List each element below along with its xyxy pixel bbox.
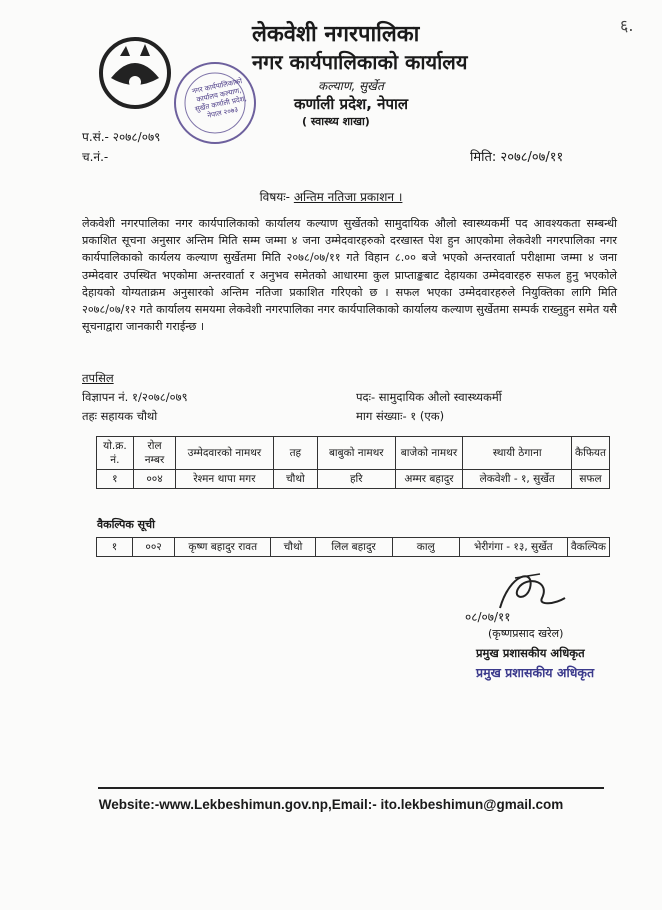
cell-serial: १ <box>97 538 133 557</box>
cell-roll: ००२ <box>132 538 174 557</box>
cell-name: रेश्मन थापा मगर <box>176 470 273 489</box>
subject-label: विषयः- <box>259 190 291 204</box>
table-header: रोल नम्बर <box>133 437 175 470</box>
footer-contact: Website:-www.Lekbeshimun.gov.np,Email:- ito.lekbeshimun@gmail.com <box>98 797 564 812</box>
office-name: नगर कार्यपालिकाको कार्यालय <box>252 50 468 74</box>
office-location: कल्याण, सुर्खेत <box>318 79 384 93</box>
subject-text: अन्तिम नतिजा प्रकाशन । <box>293 190 403 204</box>
table-header: यो.क्र. नं. <box>97 437 134 470</box>
cell-grandfather: कालु <box>392 538 459 557</box>
post-text: पदः- सामुदायिक औलो स्वास्थ्यकर्मी <box>356 390 502 404</box>
details-heading: तपसिल <box>82 371 114 385</box>
municipality-name: लेकवेशी नगरपालिका <box>252 22 420 47</box>
cell-serial: १ <box>97 470 134 489</box>
result-table <box>96 436 610 489</box>
body-paragraph: लेकवेशी नगरपालिका नगर कार्यपालिकाको कार्यालय कल्याण सुर्खेतको सामुदायिक औलो स्वास्थ्यकर्मी पद आवश्यकता सम्बन्धी प्रकाशित सूचना अनुसार अन्तिम मिति सम्म जम्मा ४ जना उम्मेदवारहरुको दरखास्त पेश हुन आएकोमा लेकवेशी नगरपालिका नगर कार्यपालिकाको कार्यलय कल्याण सुर्खेतमा मिति २०७८/०७/११ गते विहान ८.०० बजे भएको अन्तरवार्ता परीक्षामा जम्मा ४ जना उम्मेदवार उपस्थित भएकोमा अन्तरवार्ता र अनुभव समेतको आधारमा कुल प्राप्ताङ्कबाट देहायका उम्मेदवारहरु सफल हुनु भएकोले देहायको योग्यताक्रम अनुसारको अन्तिम नतिजा प्रकाशित गरिएको छ । सफल भएका उम्मेदवारहरुले नियुक्तिका लागि मिति २०७८/०७/१२ गते कार्यालय समयमा लेकवेशी नगरपालिका नगर कार्यपालिकाको कार्यालय कल्याण सुर्खेतमा सम्पर्क राख्नुहुन समेत यसै सूचनाद्वारा जानकारी गराईन्छ । <box>82 217 617 334</box>
province-name: कर्णाली प्रदेश, नेपाल <box>294 95 409 113</box>
cell-level: चौथो <box>271 538 315 557</box>
cell-grandfather: अम्मर बहादुर <box>395 470 463 489</box>
cell-level: चौथो <box>273 470 317 489</box>
emblem-logo <box>96 34 174 112</box>
alternate-list-heading: वैकल्पिक सूची <box>97 518 155 531</box>
table-header-row <box>97 437 610 470</box>
notice-number: विज्ञापन नं. १/२०७८/०७९ <box>82 390 188 404</box>
table-header: तह <box>273 437 317 470</box>
cell-father: हरि <box>318 470 395 489</box>
signatory-name: (कृष्णप्रसाद खरेल) <box>488 627 564 640</box>
signature-date: ०८/०७/११ <box>465 610 511 624</box>
cell-address: लेकवेशी - १, सुर्खेत <box>463 470 572 489</box>
subject-line <box>0 188 662 205</box>
dispatch-number: च.नं.- <box>82 150 109 164</box>
table-row <box>97 538 610 557</box>
table-header: बाबुको नामथर <box>318 437 395 470</box>
section-name: ( स्वास्थ्य शाखा) <box>302 115 370 128</box>
letter-date: मिति: २०७८/०७/११ <box>470 150 564 165</box>
level-text: तहः सहायक चौथो <box>82 409 158 423</box>
cell-address: भेरीगंगा - १३, सुर्खेत <box>459 538 567 557</box>
cell-remarks: वैकल्पिक <box>567 538 609 557</box>
cell-remarks: सफल <box>572 470 610 489</box>
designation-stamp: प्रमुख प्रशासकीय अधिकृत <box>476 665 595 680</box>
alternate-table <box>96 537 610 557</box>
cell-father: लिल बहादुर <box>315 538 392 557</box>
demand-text: माग संख्याः- १ (एक) <box>356 409 445 423</box>
signatory-designation: प्रमुख प्रशासकीय अधिकृत <box>476 646 585 660</box>
table-row <box>97 470 610 489</box>
corner-mark: ६. <box>620 16 634 35</box>
table-header: स्थायी ठेगाना <box>463 437 572 470</box>
cell-roll: ००४ <box>133 470 175 489</box>
table-header: कैफियत <box>572 437 610 470</box>
footer-divider <box>98 787 604 789</box>
table-header: बाजेको नामथर <box>395 437 463 470</box>
cell-name: कृष्ण बहादुर रावत <box>175 538 271 557</box>
reference-number: प.सं.- २०७८/०७९ <box>82 130 161 144</box>
table-header: उम्मेदवारको नामथर <box>176 437 273 470</box>
stamp-text: नगर कार्यपालिकाको कार्यालय कल्याण, सुर्खेत कर्णाली प्रदेश, नेपाल २०७३ <box>191 77 248 120</box>
